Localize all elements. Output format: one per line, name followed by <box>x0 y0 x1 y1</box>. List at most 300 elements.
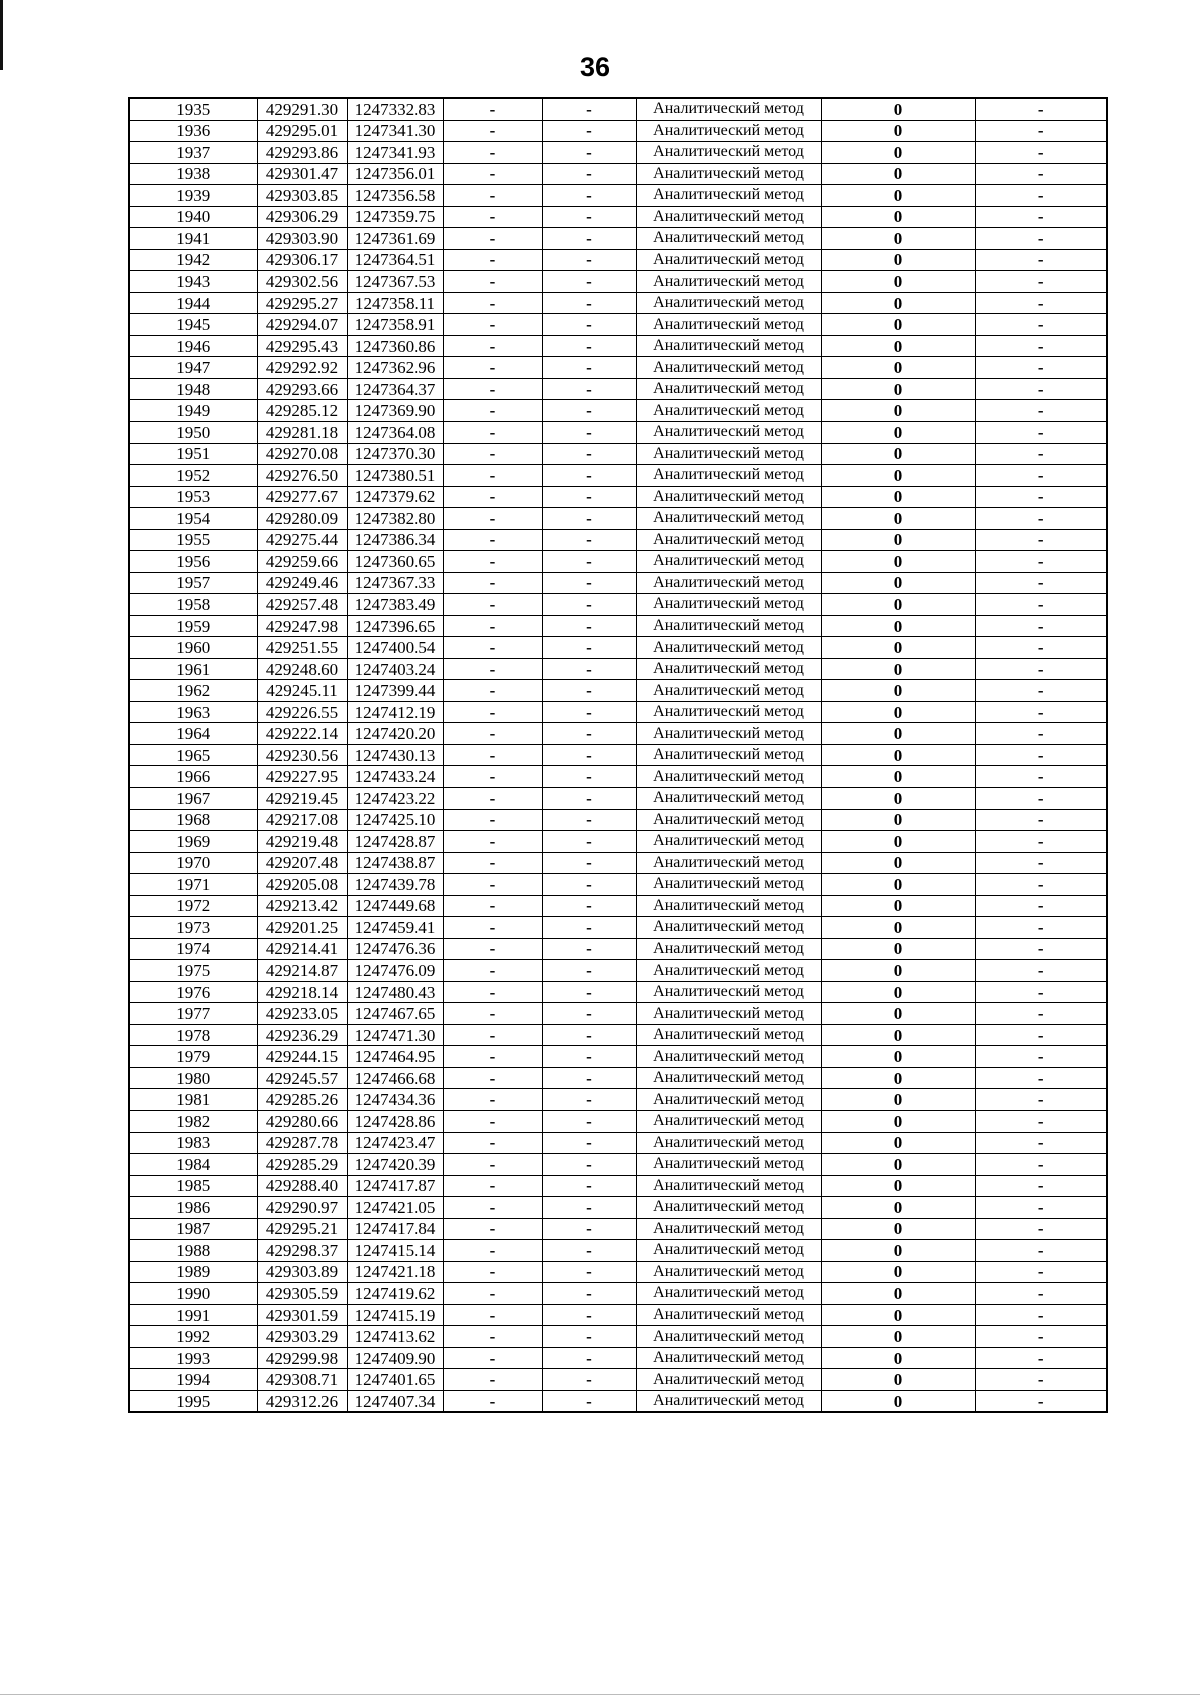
method-cell: Аналитический метод <box>636 551 821 573</box>
x-coordinate-cell: 429226.55 <box>257 701 347 723</box>
dash-cell: - <box>542 142 636 164</box>
x-coordinate-cell: 429285.29 <box>257 1154 347 1176</box>
y-coordinate-cell: 1247403.24 <box>347 658 443 680</box>
method-cell: Аналитический метод <box>636 895 821 917</box>
dash-cell: - <box>443 960 542 982</box>
table-row <box>129 1067 1107 1089</box>
y-coordinate-cell: 1247401.65 <box>347 1369 443 1391</box>
dash-cell: - <box>443 443 542 465</box>
dash-cell: - <box>542 981 636 1003</box>
dash-cell: - <box>443 314 542 336</box>
method-cell: Аналитический метод <box>636 1240 821 1262</box>
table-row <box>129 163 1107 185</box>
dash-cell: - <box>443 1390 542 1412</box>
dash-cell: - <box>443 465 542 487</box>
dash-cell: - <box>443 1261 542 1283</box>
method-cell: Аналитический метод <box>636 1369 821 1391</box>
y-coordinate-cell: 1247409.90 <box>347 1347 443 1369</box>
error-value-cell: 0 <box>821 960 975 982</box>
point-number-cell: 1983 <box>129 1132 257 1154</box>
method-cell: Аналитический метод <box>636 766 821 788</box>
dash-cell: - <box>975 809 1107 831</box>
dash-cell: - <box>443 551 542 573</box>
dash-cell: - <box>975 938 1107 960</box>
point-number-cell: 1991 <box>129 1304 257 1326</box>
y-coordinate-cell: 1247399.44 <box>347 680 443 702</box>
y-coordinate-cell: 1247421.18 <box>347 1261 443 1283</box>
y-coordinate-cell: 1247428.87 <box>347 831 443 853</box>
dash-cell: - <box>975 249 1107 271</box>
x-coordinate-cell: 429205.08 <box>257 874 347 896</box>
dash-cell: - <box>542 443 636 465</box>
y-coordinate-cell: 1247383.49 <box>347 594 443 616</box>
dash-cell: - <box>542 486 636 508</box>
error-value-cell: 0 <box>821 874 975 896</box>
dash-cell: - <box>542 228 636 250</box>
error-value-cell: 0 <box>821 744 975 766</box>
y-coordinate-cell: 1247400.54 <box>347 637 443 659</box>
x-coordinate-cell: 429277.67 <box>257 486 347 508</box>
dash-cell: - <box>542 1218 636 1240</box>
dash-cell: - <box>542 766 636 788</box>
method-cell: Аналитический метод <box>636 378 821 400</box>
dash-cell: - <box>542 1369 636 1391</box>
x-coordinate-cell: 429301.47 <box>257 163 347 185</box>
method-cell: Аналитический метод <box>636 572 821 594</box>
dash-cell: - <box>542 1175 636 1197</box>
x-coordinate-cell: 429201.25 <box>257 917 347 939</box>
dash-cell: - <box>975 1067 1107 1089</box>
method-cell: Аналитический метод <box>636 421 821 443</box>
table-row <box>129 874 1107 896</box>
table-row <box>129 723 1107 745</box>
error-value-cell: 0 <box>821 1089 975 1111</box>
point-number-cell: 1948 <box>129 378 257 400</box>
x-coordinate-cell: 429248.60 <box>257 658 347 680</box>
error-value-cell: 0 <box>821 1304 975 1326</box>
table-row <box>129 615 1107 637</box>
point-number-cell: 1941 <box>129 228 257 250</box>
table-row <box>129 314 1107 336</box>
error-value-cell: 0 <box>821 1132 975 1154</box>
table-row <box>129 1197 1107 1219</box>
point-number-cell: 1990 <box>129 1283 257 1305</box>
method-cell: Аналитический метод <box>636 1347 821 1369</box>
x-coordinate-cell: 429287.78 <box>257 1132 347 1154</box>
y-coordinate-cell: 1247449.68 <box>347 895 443 917</box>
table-row <box>129 1390 1107 1412</box>
dash-cell: - <box>443 981 542 1003</box>
method-cell: Аналитический метод <box>636 723 821 745</box>
error-value-cell: 0 <box>821 98 975 120</box>
dash-cell: - <box>542 1067 636 1089</box>
table-row <box>129 852 1107 874</box>
point-number-cell: 1973 <box>129 917 257 939</box>
dash-cell: - <box>443 98 542 120</box>
error-value-cell: 0 <box>821 292 975 314</box>
y-coordinate-cell: 1247476.36 <box>347 938 443 960</box>
table-row <box>129 206 1107 228</box>
point-number-cell: 1942 <box>129 249 257 271</box>
error-value-cell: 0 <box>821 1110 975 1132</box>
error-value-cell: 0 <box>821 142 975 164</box>
dash-cell: - <box>542 465 636 487</box>
dash-cell: - <box>542 1283 636 1305</box>
method-cell: Аналитический метод <box>636 400 821 422</box>
table-row <box>129 1304 1107 1326</box>
error-value-cell: 0 <box>821 1067 975 1089</box>
y-coordinate-cell: 1247459.41 <box>347 917 443 939</box>
x-coordinate-cell: 429219.48 <box>257 831 347 853</box>
point-number-cell: 1972 <box>129 895 257 917</box>
point-number-cell: 1984 <box>129 1154 257 1176</box>
dash-cell: - <box>542 421 636 443</box>
table-row <box>129 335 1107 357</box>
y-coordinate-cell: 1247356.01 <box>347 163 443 185</box>
dash-cell: - <box>443 701 542 723</box>
dash-cell: - <box>975 895 1107 917</box>
y-coordinate-cell: 1247413.62 <box>347 1326 443 1348</box>
method-cell: Аналитический метод <box>636 1261 821 1283</box>
x-coordinate-cell: 429295.27 <box>257 292 347 314</box>
dash-cell: - <box>542 314 636 336</box>
x-coordinate-cell: 429249.46 <box>257 572 347 594</box>
scan-bottom-line <box>0 1694 1200 1695</box>
method-cell: Аналитический метод <box>636 1326 821 1348</box>
error-value-cell: 0 <box>821 1261 975 1283</box>
error-value-cell: 0 <box>821 1390 975 1412</box>
dash-cell: - <box>975 960 1107 982</box>
dash-cell: - <box>443 185 542 207</box>
method-cell: Аналитический метод <box>636 1304 821 1326</box>
y-coordinate-cell: 1247370.30 <box>347 443 443 465</box>
y-coordinate-cell: 1247423.47 <box>347 1132 443 1154</box>
method-cell: Аналитический метод <box>636 1390 821 1412</box>
point-number-cell: 1938 <box>129 163 257 185</box>
coordinates-table <box>128 97 1108 1413</box>
dash-cell: - <box>542 400 636 422</box>
point-number-cell: 1970 <box>129 852 257 874</box>
dash-cell: - <box>542 1261 636 1283</box>
method-cell: Аналитический метод <box>636 852 821 874</box>
dash-cell: - <box>443 249 542 271</box>
dash-cell: - <box>542 744 636 766</box>
error-value-cell: 0 <box>821 120 975 142</box>
method-cell: Аналитический метод <box>636 917 821 939</box>
point-number-cell: 1987 <box>129 1218 257 1240</box>
method-cell: Аналитический метод <box>636 1024 821 1046</box>
dash-cell: - <box>443 1175 542 1197</box>
x-coordinate-cell: 429285.12 <box>257 400 347 422</box>
table-row <box>129 142 1107 164</box>
dash-cell: - <box>443 1283 542 1305</box>
dash-cell: - <box>975 981 1107 1003</box>
error-value-cell: 0 <box>821 1369 975 1391</box>
table-row <box>129 701 1107 723</box>
method-cell: Аналитический метод <box>636 529 821 551</box>
x-coordinate-cell: 429294.07 <box>257 314 347 336</box>
dash-cell: - <box>542 551 636 573</box>
dash-cell: - <box>975 271 1107 293</box>
point-number-cell: 1986 <box>129 1197 257 1219</box>
dash-cell: - <box>443 594 542 616</box>
dash-cell: - <box>542 1326 636 1348</box>
x-coordinate-cell: 429290.97 <box>257 1197 347 1219</box>
dash-cell: - <box>975 335 1107 357</box>
table-row <box>129 1369 1107 1391</box>
point-number-cell: 1950 <box>129 421 257 443</box>
dash-cell: - <box>542 637 636 659</box>
x-coordinate-cell: 429222.14 <box>257 723 347 745</box>
table-row <box>129 378 1107 400</box>
table-row <box>129 1218 1107 1240</box>
x-coordinate-cell: 429306.29 <box>257 206 347 228</box>
error-value-cell: 0 <box>821 529 975 551</box>
x-coordinate-cell: 429280.09 <box>257 508 347 530</box>
error-value-cell: 0 <box>821 938 975 960</box>
y-coordinate-cell: 1247438.87 <box>347 852 443 874</box>
x-coordinate-cell: 429214.41 <box>257 938 347 960</box>
dash-cell: - <box>443 1154 542 1176</box>
y-coordinate-cell: 1247480.43 <box>347 981 443 1003</box>
x-coordinate-cell: 429301.59 <box>257 1304 347 1326</box>
table-row <box>129 1089 1107 1111</box>
dash-cell: - <box>542 1024 636 1046</box>
method-cell: Аналитический метод <box>636 271 821 293</box>
point-number-cell: 1936 <box>129 120 257 142</box>
y-coordinate-cell: 1247364.37 <box>347 378 443 400</box>
dash-cell: - <box>975 1326 1107 1348</box>
method-cell: Аналитический метод <box>636 206 821 228</box>
page-number: 36 <box>579 52 611 82</box>
dash-cell: - <box>443 1304 542 1326</box>
table-row <box>129 895 1107 917</box>
y-coordinate-cell: 1247364.08 <box>347 421 443 443</box>
dash-cell: - <box>975 788 1107 810</box>
x-coordinate-cell: 429305.59 <box>257 1283 347 1305</box>
error-value-cell: 0 <box>821 1347 975 1369</box>
dash-cell: - <box>443 852 542 874</box>
method-cell: Аналитический метод <box>636 1218 821 1240</box>
dash-cell: - <box>542 508 636 530</box>
x-coordinate-cell: 429276.50 <box>257 465 347 487</box>
method-cell: Аналитический метод <box>636 142 821 164</box>
x-coordinate-cell: 429298.37 <box>257 1240 347 1262</box>
dash-cell: - <box>542 1089 636 1111</box>
x-coordinate-cell: 429306.17 <box>257 249 347 271</box>
dash-cell: - <box>443 508 542 530</box>
error-value-cell: 0 <box>821 400 975 422</box>
dash-cell: - <box>443 1110 542 1132</box>
dash-cell: - <box>975 1197 1107 1219</box>
y-coordinate-cell: 1247471.30 <box>347 1024 443 1046</box>
dash-cell: - <box>542 1132 636 1154</box>
x-coordinate-cell: 429291.30 <box>257 98 347 120</box>
method-cell: Аналитический метод <box>636 357 821 379</box>
y-coordinate-cell: 1247356.58 <box>347 185 443 207</box>
error-value-cell: 0 <box>821 981 975 1003</box>
error-value-cell: 0 <box>821 895 975 917</box>
method-cell: Аналитический метод <box>636 120 821 142</box>
point-number-cell: 1965 <box>129 744 257 766</box>
y-coordinate-cell: 1247379.62 <box>347 486 443 508</box>
point-number-cell: 1994 <box>129 1369 257 1391</box>
dash-cell: - <box>443 788 542 810</box>
y-coordinate-cell: 1247434.36 <box>347 1089 443 1111</box>
table-row <box>129 572 1107 594</box>
dash-cell: - <box>542 938 636 960</box>
table-row <box>129 1046 1107 1068</box>
dash-cell: - <box>542 98 636 120</box>
x-coordinate-cell: 429281.18 <box>257 421 347 443</box>
dash-cell: - <box>443 163 542 185</box>
table-row <box>129 1175 1107 1197</box>
dash-cell: - <box>975 185 1107 207</box>
method-cell: Аналитический метод <box>636 1132 821 1154</box>
y-coordinate-cell: 1247464.95 <box>347 1046 443 1068</box>
x-coordinate-cell: 429295.21 <box>257 1218 347 1240</box>
error-value-cell: 0 <box>821 378 975 400</box>
point-number-cell: 1951 <box>129 443 257 465</box>
dash-cell: - <box>542 594 636 616</box>
point-number-cell: 1952 <box>129 465 257 487</box>
y-coordinate-cell: 1247407.34 <box>347 1390 443 1412</box>
dash-cell: - <box>443 335 542 357</box>
table-row <box>129 1240 1107 1262</box>
x-coordinate-cell: 429214.87 <box>257 960 347 982</box>
table-row <box>129 249 1107 271</box>
y-coordinate-cell: 1247332.83 <box>347 98 443 120</box>
x-coordinate-cell: 429303.89 <box>257 1261 347 1283</box>
y-coordinate-cell: 1247341.93 <box>347 142 443 164</box>
error-value-cell: 0 <box>821 357 975 379</box>
y-coordinate-cell: 1247415.19 <box>347 1304 443 1326</box>
dash-cell: - <box>443 206 542 228</box>
dash-cell: - <box>542 1304 636 1326</box>
x-coordinate-cell: 429280.66 <box>257 1110 347 1132</box>
dash-cell: - <box>975 98 1107 120</box>
error-value-cell: 0 <box>821 809 975 831</box>
y-coordinate-cell: 1247362.96 <box>347 357 443 379</box>
point-number-cell: 1947 <box>129 357 257 379</box>
dash-cell: - <box>975 465 1107 487</box>
error-value-cell: 0 <box>821 1046 975 1068</box>
dash-cell: - <box>542 249 636 271</box>
y-coordinate-cell: 1247359.75 <box>347 206 443 228</box>
dash-cell: - <box>542 1110 636 1132</box>
y-coordinate-cell: 1247417.84 <box>347 1218 443 1240</box>
dash-cell: - <box>443 1003 542 1025</box>
error-value-cell: 0 <box>821 1175 975 1197</box>
error-value-cell: 0 <box>821 443 975 465</box>
y-coordinate-cell: 1247421.05 <box>347 1197 443 1219</box>
x-coordinate-cell: 429218.14 <box>257 981 347 1003</box>
dash-cell: - <box>443 1046 542 1068</box>
point-number-cell: 1956 <box>129 551 257 573</box>
dash-cell: - <box>443 1369 542 1391</box>
point-number-cell: 1982 <box>129 1110 257 1132</box>
dash-cell: - <box>975 615 1107 637</box>
y-coordinate-cell: 1247428.86 <box>347 1110 443 1132</box>
table-row <box>129 744 1107 766</box>
x-coordinate-cell: 429295.01 <box>257 120 347 142</box>
table-row <box>129 658 1107 680</box>
dash-cell: - <box>975 831 1107 853</box>
x-coordinate-cell: 429230.56 <box>257 744 347 766</box>
method-cell: Аналитический метод <box>636 680 821 702</box>
point-number-cell: 1985 <box>129 1175 257 1197</box>
table-row <box>129 1024 1107 1046</box>
x-coordinate-cell: 429285.26 <box>257 1089 347 1111</box>
y-coordinate-cell: 1247358.91 <box>347 314 443 336</box>
dash-cell: - <box>542 1347 636 1369</box>
table-row <box>129 98 1107 120</box>
error-value-cell: 0 <box>821 1197 975 1219</box>
method-cell: Аналитический метод <box>636 1175 821 1197</box>
method-cell: Аналитический метод <box>636 594 821 616</box>
point-number-cell: 1977 <box>129 1003 257 1025</box>
error-value-cell: 0 <box>821 1283 975 1305</box>
y-coordinate-cell: 1247433.24 <box>347 766 443 788</box>
x-coordinate-cell: 429245.57 <box>257 1067 347 1089</box>
point-number-cell: 1980 <box>129 1067 257 1089</box>
x-coordinate-cell: 429213.42 <box>257 895 347 917</box>
y-coordinate-cell: 1247380.51 <box>347 465 443 487</box>
dash-cell: - <box>975 658 1107 680</box>
dash-cell: - <box>443 1067 542 1089</box>
dash-cell: - <box>542 1003 636 1025</box>
point-number-cell: 1969 <box>129 831 257 853</box>
y-coordinate-cell: 1247417.87 <box>347 1175 443 1197</box>
dash-cell: - <box>443 378 542 400</box>
method-cell: Аналитический метод <box>636 1283 821 1305</box>
error-value-cell: 0 <box>821 185 975 207</box>
method-cell: Аналитический метод <box>636 1110 821 1132</box>
point-number-cell: 1959 <box>129 615 257 637</box>
error-value-cell: 0 <box>821 1024 975 1046</box>
error-value-cell: 0 <box>821 551 975 573</box>
table-row <box>129 788 1107 810</box>
dash-cell: - <box>975 1175 1107 1197</box>
table-row <box>129 357 1107 379</box>
table-row <box>129 1003 1107 1025</box>
table-row <box>129 465 1107 487</box>
point-number-cell: 1935 <box>129 98 257 120</box>
point-number-cell: 1957 <box>129 572 257 594</box>
table-row <box>129 271 1107 293</box>
x-coordinate-cell: 429227.95 <box>257 766 347 788</box>
dash-cell: - <box>443 572 542 594</box>
x-coordinate-cell: 429303.29 <box>257 1326 347 1348</box>
table-row <box>129 1110 1107 1132</box>
dash-cell: - <box>443 809 542 831</box>
y-coordinate-cell: 1247382.80 <box>347 508 443 530</box>
method-cell: Аналитический метод <box>636 938 821 960</box>
dash-cell: - <box>975 206 1107 228</box>
y-coordinate-cell: 1247423.22 <box>347 788 443 810</box>
table-row <box>129 508 1107 530</box>
dash-cell: - <box>542 680 636 702</box>
table-row <box>129 594 1107 616</box>
error-value-cell: 0 <box>821 831 975 853</box>
dash-cell: - <box>975 486 1107 508</box>
table-row <box>129 981 1107 1003</box>
x-coordinate-cell: 429251.55 <box>257 637 347 659</box>
point-number-cell: 1944 <box>129 292 257 314</box>
dash-cell: - <box>443 680 542 702</box>
method-cell: Аналитический метод <box>636 1046 821 1068</box>
method-cell: Аналитический метод <box>636 701 821 723</box>
